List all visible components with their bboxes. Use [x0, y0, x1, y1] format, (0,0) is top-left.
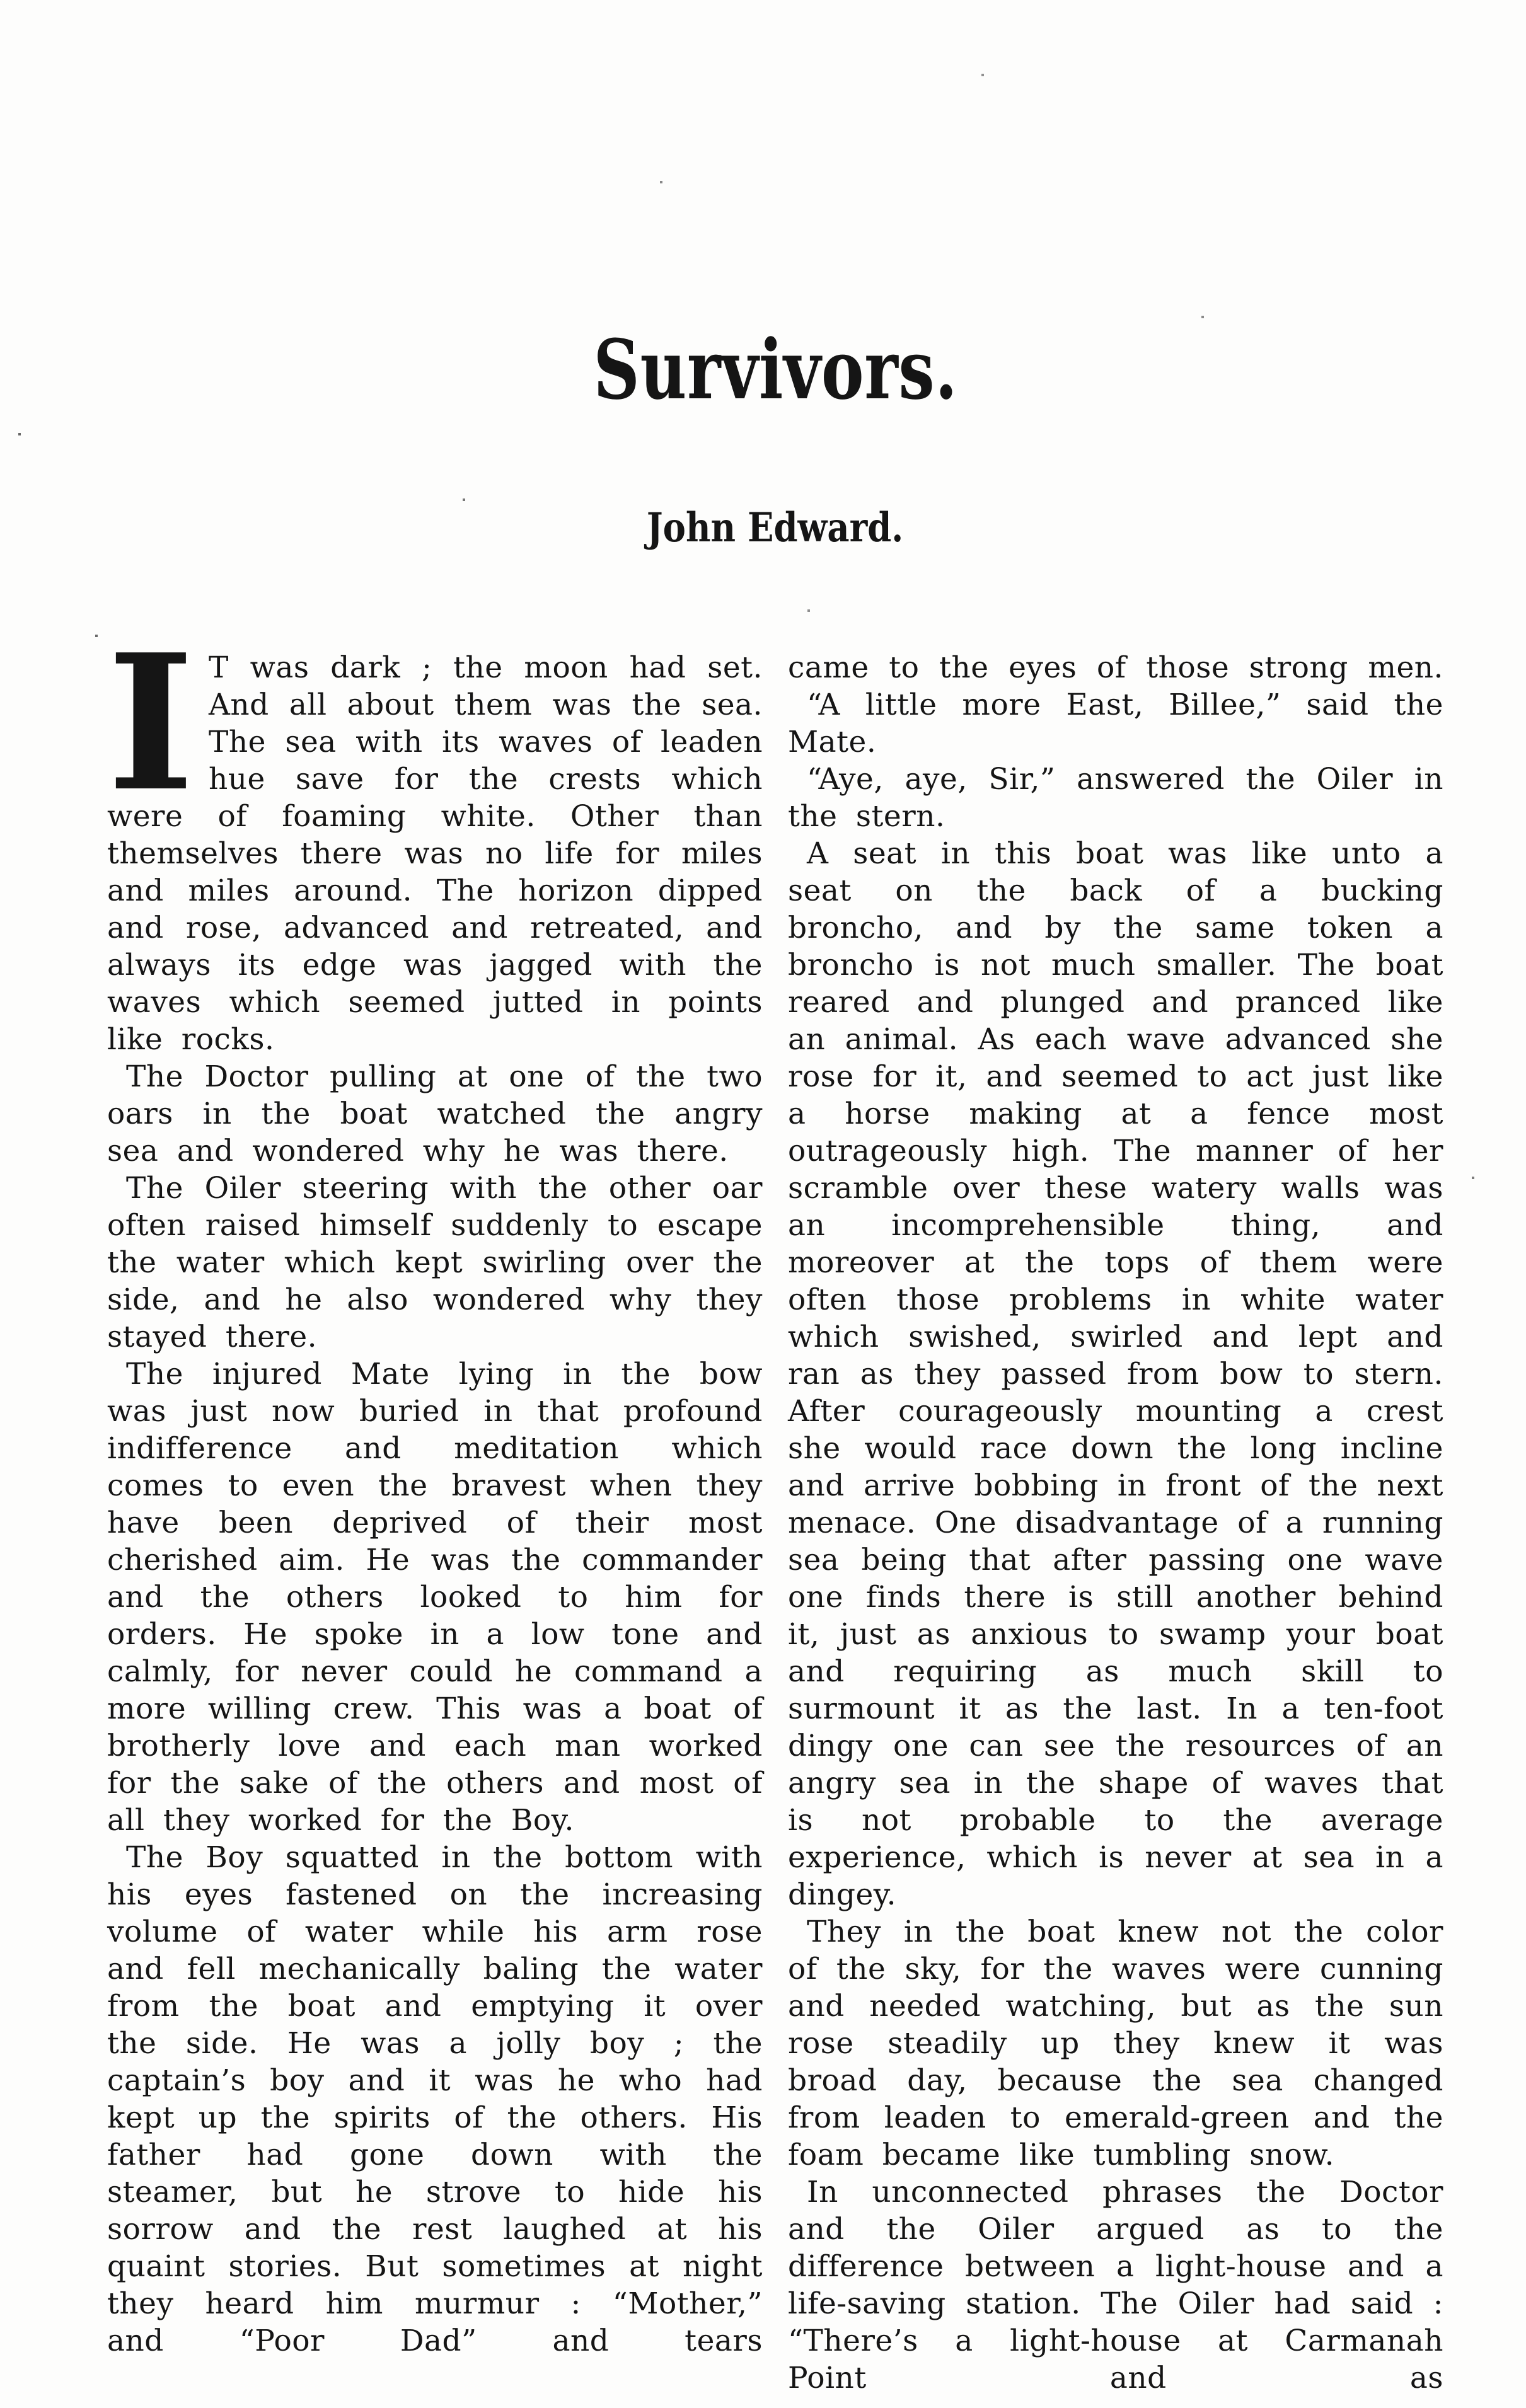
- byline-text: John Edward.: [647, 504, 904, 551]
- paragraph: “A little more East, Billee,” said the Mate.: [788, 688, 1443, 759]
- paragraph: The injured Mate lying in the bow was just now buried in that profound indifference and meditation which comes to even the bravest when they have been deprived of their most cherished aim. He was the commander and the others looked to him for orders. He spoke in a low tone and calmly, for never could he command a more willing crew. This was a boat of brotherly love and each man worked for the sake of the others and most of all they worked for the Boy.: [107, 1357, 763, 1838]
- paragraph-opening: [107, 613, 763, 1058]
- paragraph: In unconnected phrases the Doctor and the Oiler argued as to the difference between a light-house and a life-saving station. The Oiler had said : “There’s a light-house at Carmanah Point and as: [788, 2175, 1443, 2395]
- right-column: [788, 649, 1443, 2397]
- byline: [107, 503, 1443, 553]
- paragraph: They in the boat knew not the color of the sky, for the waves were cunning and needed watching, but as the sun rose steadily up they knew it was broad day, because the sea changed from leaden to emerald-green and the foam became like tumbling snow.: [788, 1915, 1443, 2172]
- paragraph: A seat in this boat was like unto a seat on the back of a bucking broncho, and by the same token a broncho is not much smaller. The boat reared and plunged and pranced like an animal. As each wave advanced she rose for it, and seemed to act just like a horse making at a fence most outrageously high. The manner of her scramble over these watery walls was an incomprehensible thing, and moreover at the tops of them were often those problems in white water which swished, swirled and lept and ran as they passed from bow to stern. After courageously mounting a crest she would race down the long incline and arrive bobbing in front of the next menace. One disadvantage of a running sea being that after passing one wave one finds there is still another behind it, just as anxious to swamp your boat and requiring as much skill to surmount it as the last. In a ten-foot dingy one can see the resources of an angry sea in the shape of waves that is not probable to the average experience, which is never at sea in a dingey.: [788, 836, 1443, 1912]
- paragraph: The Doctor pulling at one of the two oars in the boat watched the angry sea and wondered why he was there.: [107, 1059, 763, 1168]
- left-column: [107, 613, 763, 2359]
- dropcap-letter: I: [107, 613, 195, 832]
- paragraph-continuation: came to the eyes of those strong men.: [788, 650, 1443, 685]
- page-title-text: Survivors.: [593, 321, 957, 418]
- paragraph: The Boy squatted in the bottom with his eyes fastened on the increasing volume of water while his arm rose and fell mechanically baling the water from the boat and emptying it over the side. He was a jolly boy ; the captain’s boy and it was he who had kept up the spirits of the others. His father had gone down with the steamer, but he strove to hide his sorrow and the rest laughed at his quaint stories. But sometimes at night they heard him murmur : “Mother,” and “Poor Dad” and tears: [107, 1840, 763, 2358]
- paragraph: The Oiler steering with the other oar often raised himself suddenly to escape the water which kept swirling over the side, and he also wondered why they stayed there.: [107, 1171, 763, 1354]
- scan-noise: [0, 0, 1, 1]
- paragraph-text: T was dark ; the moon had set. And all about them was the sea. The sea with its waves of leaden hue save for the crests which were of foaming white. Other than themselves there was no life for miles and miles around. The horizon dipped and rose, advanced and retreated, and always its edge was jagged with the waves which seemed jutted in points like rocks.: [107, 650, 763, 1057]
- page-title: [107, 323, 1443, 417]
- paragraph: “Aye, aye, Sir,” answered the Oiler in the stern.: [788, 762, 1443, 834]
